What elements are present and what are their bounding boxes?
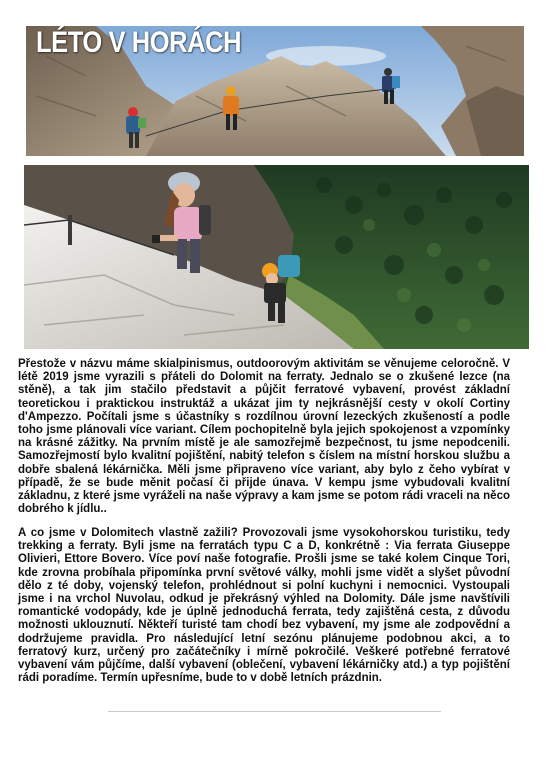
article-paragraph-2-container xyxy=(18,527,510,685)
article-paragraph-2: A co jsme v Dolomitech vlastně zažili? Provozovali jsme vysokohorskou turistiku, tedy trekking a ferraty. Byli jsme na ferratách typu C a D, konkrétně : Via ferrata Giuseppe Olivieri, Ettore Bovero. Více poví naše fotografie. Prošli jsme se také kolem Cinque Tori, kde zrovna probíhala připomínka první světové války, mohli jsme vidět a slyšet původní dělo z té doby, vojenský telefon, prohlédnout si polní kuchyni i nemocnici. Vystoupali jsme i na vrchol Nuvolau, odkud je překrásný výhled na Dolomity. Dále jsme navštívili romantické vodopády, kde je úplně jednoduchá ferrata, tedy zajištěná cesta, z důvodu možnosti uklouznutí. Někteří turisté tam chodí bez vybavení, my jsme ale zodpovědní a dodržujeme pravidla. Pro následující letní sezónu plánujeme podobnou akci, a to ferratový kurz, určený pro začátečníky i mírně pokročilé. Veškeré potřebné ferratové vybavení vám půjčíme, další vybavení (oblečení, vybavení lékárničky atd.) a typ pojištění rádi poradíme. Termín upřesníme, bude to v době letních prázdnin. xyxy=(18,527,510,685)
footer-divider xyxy=(108,711,441,712)
article-paragraph-1-container xyxy=(18,358,510,516)
article-paragraph-1: Přestože v názvu máme skialpinismus, outdoorovým aktivitám se věnujeme celoročně. V létě 2019 jsme vyrazili s přáteli do Dolomit na ferraty. Jednalo se o zkušené lezce (na stěně), a tak jim stačilo představit a půjčit ferratové vybavení, provést základní teoretickou i praktickou instruktáž a ukázat jim ty nejkrásnější cesty v okolí Cortiny d'Ampezzo. Počítali jsme s účastníky s rozdílnou úrovní lezeckých zkušeností a podle toho jsme plánovali více variant. Cílem pochopitelně byla jejich spokojenost a vzpomínky na krásné zážitky. Na prvním místě je ale samozřejmě bezpečnost, tu jsme nepodcenili. Samozřejmostí bylo kvalitní pojištění, nabitý telefon s číslem na místní horskou službu a dobře sbalená lékárnička. Měli jsme připraveno více variant, aby bylo z čeho vybírat v případě, že se bude měnit počasí či přijde únava. V kempu jsme vybudovali kvalitní základnu, z které jsme vyráželi na naše výpravy a kam jsme se potom rádi vraceli na něco dobrého k jídlu.. xyxy=(18,358,510,516)
photo-climbers-via-ferrata xyxy=(24,165,529,349)
page-title: LÉTO V HORÁCH xyxy=(36,26,242,59)
hero-photo-climbers-ridge xyxy=(26,26,524,156)
climbers-photo-graphic xyxy=(24,165,529,349)
